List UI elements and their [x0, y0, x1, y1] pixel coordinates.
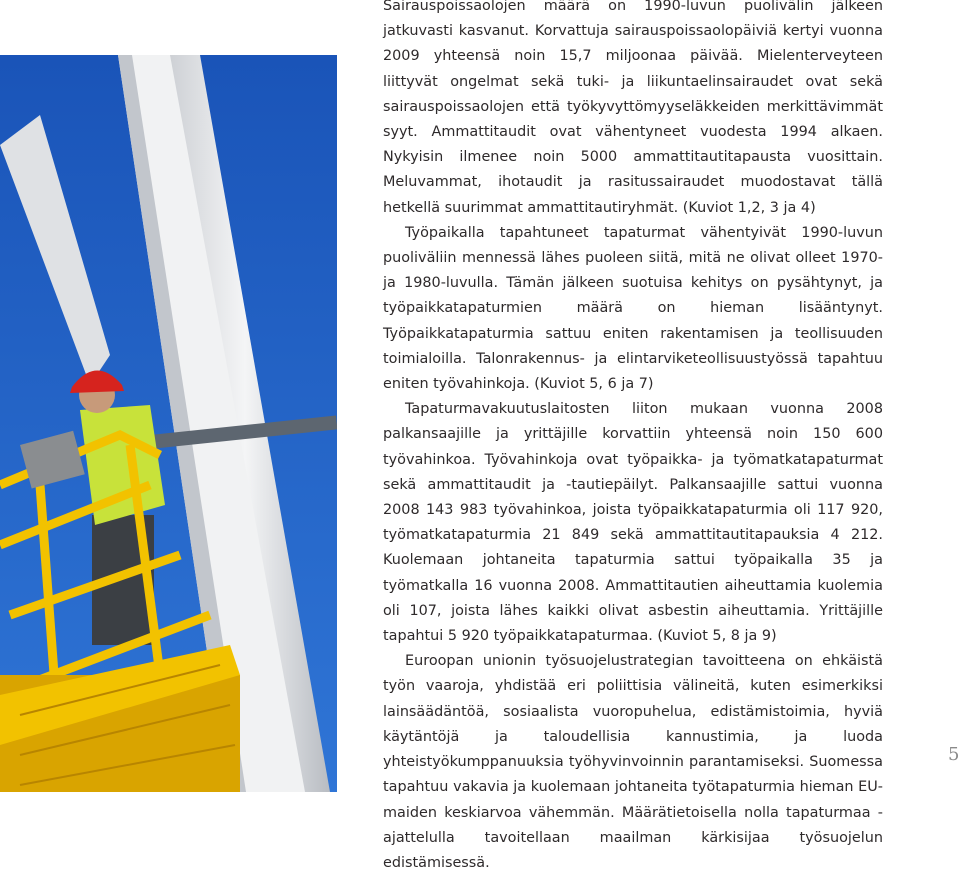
page-number: 5 — [948, 744, 960, 765]
paragraph-compensated-injuries: Tapaturmavakuutuslaitosten liiton mukaan vuonna 2008 palkansaajille ja yrittäjille korvattiin yhteensä noin 150 600 työvahinkoa. Työvahinkoja ovat työpaikka- ja työmatkatapaturmat sekä ammattitaudit ja -tautiepäilyt. Palkansaajille sattui vuonna 2008 143 983 työvahinkoa, joista työpaikkatapaturmia oli 117 920, työmatkatapaturmia 21 849 sekä ammattitautitapauksia 4 212. Kuolemaan johtaneita tapaturmia sattui työpaikalla 35 ja työmatkalla 16 vuonna 2008. Ammattitautien aiheuttamia kuolemia oli 107, joista lähes kaikki olivat asbestin aiheuttamia. Yrittäjille tapahtui 5 920 työpaikkatapaturmaa. (Kuviot 5, 8 ja 9) — [383, 401, 883, 645]
paragraph-eu-strategy: Euroopan unionin työsuojelustrategian tavoitteena on ehkäistä työn vaaroja, yhdistää eri poliittisia välineitä, kuten esimerkiksi lainsäädäntöä, sosiaalista vuoropuhelua, edistämistoimia, hyviä käytäntöjä ja taloudellisia kannustimia, ja luoda yhteistyökumppanuuksia työhyvinvoinnin parantamiseksi. Suomessa tapahtuu vakavia ja kuolemaan johtaneita työtapaturmia hieman EU-maiden keskiarvoa vähemmän. Määrätietoisella nolla tapaturmaa -ajattelulla tavoitellaan maailman kärkisijaa työsuojelun edistämisessä. — [383, 653, 883, 871]
paragraph-workplace-accidents: Työpaikalla tapahtuneet tapaturmat vähentyivät 1990-luvun puoliväliin mennessä lähes puoleen siitä, mitä ne olivat olleet 1970- ja 1980-luvulla. Tämän jälkeen suotuisa kehitys on pysähtynyt, ja työpaikkatapaturmien määrä on hieman lisääntynyt. Työpaikkatapaturmia sattuu eniten rakentamisen ja teollisuuden toimialoilla. Talonrakennus- ja elintarviketeollisuustyössä tapahtuu eniten työvahinkoja. (Kuviot 5, 6 ja 7) — [383, 224, 883, 393]
paragraph-sick-leave: Sairauspoissaolojen määrä on 1990-luvun puolivälin jälkeen jatkuvasti kasvanut. Korvattuja sairauspoissaolopäiviä kertyi vuonna 2009 yhteensä noin 15,7 miljoonaa päivää. Mielenterveyteen liittyvät ongelmat sekä tuki- ja liikuntaelinsairaudet ovat sekä sairauspoissaolojen että työkyvyttömyyseläkkeiden merkittävimmät syyt. Ammattitaudit ovat vähentyneet vuodesta 1994 alkaen. Nykyisin ilmenee noin 5000 ammattitautitapausta vuosittain. Meluvammat, ihotaudit ja rasitussairaudet muodostavat tällä hetkellä suurimmat ammattitautiryhmät. (Kuviot 1,2, 3 ja 4) — [383, 0, 883, 216]
worker-photo — [0, 55, 337, 792]
article-body — [383, 0, 883, 876]
